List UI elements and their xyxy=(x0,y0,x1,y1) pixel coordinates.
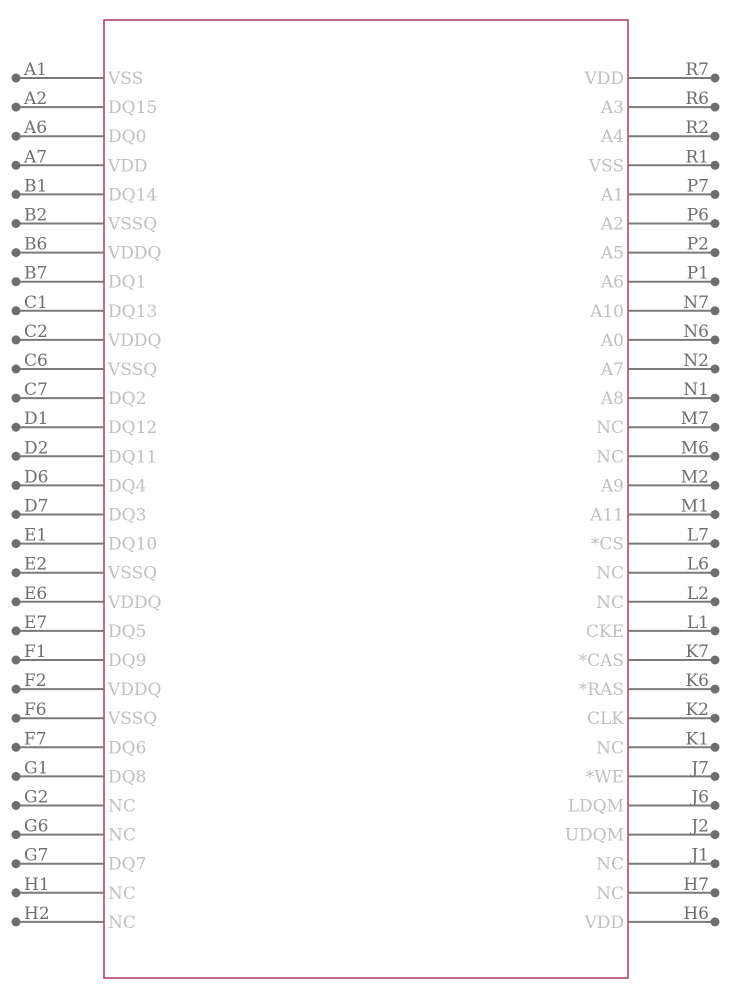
pin-connection-dot xyxy=(12,801,21,810)
pin-connection-dot xyxy=(12,277,21,286)
pin-name: A11 xyxy=(590,505,624,526)
pin-connection-dot xyxy=(12,335,21,344)
pin-connection-dot xyxy=(711,132,720,141)
pin-number: G2 xyxy=(24,787,49,808)
pin-connection-dot xyxy=(12,626,21,635)
pin-h2 xyxy=(12,904,136,933)
pin-name: NC xyxy=(596,883,624,904)
pin-number: A6 xyxy=(24,118,48,139)
pin-name: DQ7 xyxy=(108,854,147,875)
pin-n7 xyxy=(589,293,719,322)
pin-k6 xyxy=(579,671,720,700)
pin-number: D6 xyxy=(24,467,49,488)
pin-h6 xyxy=(583,904,719,933)
pin-name: DQ5 xyxy=(108,621,147,642)
pin-number: P2 xyxy=(686,234,709,255)
pin-c6 xyxy=(12,351,158,380)
pin-number: J6 xyxy=(691,787,709,808)
right-pin-group xyxy=(565,60,720,933)
pin-number: J2 xyxy=(691,816,709,837)
pin-name: NC xyxy=(596,738,624,759)
pin-e2 xyxy=(12,555,158,584)
pin-j7 xyxy=(586,758,720,787)
pin-name: NC xyxy=(596,592,624,613)
pin-connection-dot xyxy=(711,452,720,461)
pin-number: B2 xyxy=(24,205,48,226)
pin-number: R7 xyxy=(685,60,709,80)
pin-name: *CAS xyxy=(578,651,624,671)
pin-connection-dot xyxy=(711,277,720,286)
pin-name: A10 xyxy=(590,301,624,322)
pin-name: *WE xyxy=(585,767,624,788)
pin-n6 xyxy=(600,322,720,351)
pin-number: M2 xyxy=(680,467,709,488)
pin-name: UDQM xyxy=(564,825,624,846)
pin-b6 xyxy=(12,235,162,264)
pin-number: H2 xyxy=(24,903,50,924)
pin-number: C1 xyxy=(24,292,48,313)
pin-number: D2 xyxy=(24,438,49,459)
pin-j2 xyxy=(565,817,720,846)
pin-connection-dot xyxy=(711,888,720,897)
pin-a7 xyxy=(12,147,148,176)
pin-name: VDD xyxy=(108,156,148,177)
pin-connection-dot xyxy=(12,190,21,199)
pin-n1 xyxy=(600,380,720,409)
pin-connection-dot xyxy=(711,917,720,926)
pin-connection-dot xyxy=(711,772,720,781)
pin-connection-dot xyxy=(711,859,720,868)
pin-g7 xyxy=(12,846,147,875)
pin-a6 xyxy=(12,118,147,147)
pin-number: N2 xyxy=(683,351,709,371)
pin-name: DQ6 xyxy=(108,738,147,759)
pin-number: J1 xyxy=(691,845,709,866)
pin-e1 xyxy=(12,526,158,555)
pin-number: E7 xyxy=(24,612,48,633)
pin-connection-dot xyxy=(12,452,21,461)
pin-name: DQ10 xyxy=(108,534,158,555)
pin-connection-dot xyxy=(711,510,720,519)
pin-number: D7 xyxy=(24,496,49,517)
pin-connection-dot xyxy=(711,539,720,548)
pin-c1 xyxy=(12,293,158,322)
pin-number: L1 xyxy=(686,612,709,633)
pin-name: DQ13 xyxy=(108,301,158,322)
pin-k2 xyxy=(587,700,720,729)
pin-connection-dot xyxy=(12,772,21,781)
pin-name: DQ15 xyxy=(108,98,158,119)
pin-number: D1 xyxy=(24,409,49,430)
pin-number: B6 xyxy=(24,234,48,255)
pin-connection-dot xyxy=(12,597,21,606)
pin-connection-dot xyxy=(711,365,720,374)
pin-number: B1 xyxy=(24,176,48,197)
pin-p2 xyxy=(600,235,720,264)
pin-name: NC xyxy=(108,825,136,846)
pin-f7 xyxy=(12,729,147,758)
pin-name: VDDQ xyxy=(108,243,162,264)
pin-number: H1 xyxy=(24,874,50,895)
pin-name: VSS xyxy=(588,156,624,177)
pin-j6 xyxy=(568,788,720,817)
pin-name: *RAS xyxy=(578,680,624,701)
pin-connection-dot xyxy=(711,568,720,577)
pin-number: F7 xyxy=(24,729,47,750)
pin-name: VDDQ xyxy=(108,592,162,613)
pin-number: P7 xyxy=(686,176,709,197)
pin-connection-dot xyxy=(711,481,720,490)
pin-number: N7 xyxy=(683,292,709,313)
pin-connection-dot xyxy=(12,365,21,374)
pin-name: CLK xyxy=(587,709,624,730)
pin-m6 xyxy=(596,438,719,467)
pin-number: M1 xyxy=(680,496,709,517)
pin-name: A6 xyxy=(600,272,624,293)
pin-name: CKE xyxy=(585,621,624,642)
pin-name: NC xyxy=(108,912,136,933)
pin-connection-dot xyxy=(12,161,21,170)
pin-c2 xyxy=(12,322,162,351)
pin-number: P6 xyxy=(686,205,709,226)
pin-connection-dot xyxy=(711,656,720,665)
pin-number: G1 xyxy=(24,758,49,779)
pin-number: A1 xyxy=(24,60,48,80)
pin-name: VSSQ xyxy=(108,563,158,584)
pin-name: A3 xyxy=(600,98,624,119)
pin-g1 xyxy=(12,758,147,787)
pin-number: F1 xyxy=(24,642,47,662)
left-pin-group xyxy=(12,60,162,933)
pin-connection-dot xyxy=(711,743,720,752)
pin-d2 xyxy=(12,438,158,467)
pin-name: A7 xyxy=(600,360,624,380)
pin-name: VDDQ xyxy=(108,330,162,351)
pin-name: A0 xyxy=(600,330,624,351)
pin-connection-dot xyxy=(711,335,720,344)
pin-name: NC xyxy=(596,563,624,584)
pin-connection-dot xyxy=(12,132,21,141)
pin-name: DQ14 xyxy=(108,185,158,206)
pin-name: NC xyxy=(108,883,136,904)
pin-f2 xyxy=(12,671,162,700)
pin-k1 xyxy=(596,729,719,758)
pin-name: VSS xyxy=(108,69,144,89)
pin-connection-dot xyxy=(12,539,21,548)
pin-b2 xyxy=(12,206,158,235)
pin-name: A1 xyxy=(600,185,624,206)
pin-number: M6 xyxy=(680,438,709,459)
pin-r6 xyxy=(600,89,720,118)
component-body xyxy=(104,20,628,978)
pin-name: VDDQ xyxy=(108,680,162,701)
pin-connection-dot xyxy=(12,219,21,228)
pin-number: F2 xyxy=(24,671,47,692)
pin-connection-dot xyxy=(711,74,720,83)
pin-number: R2 xyxy=(685,118,709,139)
pin-name: DQ3 xyxy=(108,505,147,526)
pin-name: DQ1 xyxy=(108,272,147,293)
pin-p1 xyxy=(600,264,720,293)
pin-e6 xyxy=(12,584,162,613)
pin-r1 xyxy=(588,147,720,176)
pin-h7 xyxy=(596,875,719,904)
pin-number: K1 xyxy=(685,729,709,750)
pin-name: A2 xyxy=(600,214,624,235)
pin-name: NC xyxy=(596,447,624,468)
pin-name: NC xyxy=(108,796,136,817)
pin-connection-dot xyxy=(711,103,720,112)
pin-connection-dot xyxy=(12,714,21,723)
pin-name: VSSQ xyxy=(108,360,158,380)
pin-connection-dot xyxy=(12,830,21,839)
pin-connection-dot xyxy=(12,917,21,926)
pin-h1 xyxy=(12,875,136,904)
pin-number: L2 xyxy=(686,583,709,604)
pin-connection-dot xyxy=(12,656,21,665)
pin-connection-dot xyxy=(12,859,21,868)
pin-name: *CS xyxy=(590,534,624,555)
pin-number: G7 xyxy=(24,845,49,866)
pin-name: DQ2 xyxy=(108,389,147,410)
pin-name: DQ0 xyxy=(108,127,147,148)
pin-number: N1 xyxy=(683,380,709,401)
pin-number: K2 xyxy=(685,700,709,721)
pin-n2 xyxy=(600,351,720,380)
pin-connection-dot xyxy=(711,248,720,257)
pin-number: E1 xyxy=(24,525,48,546)
pin-g6 xyxy=(12,817,136,846)
pin-connection-dot xyxy=(12,248,21,257)
pin-number: K6 xyxy=(685,671,709,692)
pin-name: DQ4 xyxy=(108,476,147,497)
pin-number: A7 xyxy=(24,147,48,168)
pin-number: M7 xyxy=(680,409,709,430)
pin-g2 xyxy=(12,788,136,817)
pin-number: C2 xyxy=(24,321,48,342)
pin-name: NC xyxy=(596,418,624,439)
pin-connection-dot xyxy=(711,597,720,606)
pin-number: P1 xyxy=(686,263,709,284)
pin-name: VSSQ xyxy=(108,709,158,730)
pin-connection-dot xyxy=(711,801,720,810)
pin-connection-dot xyxy=(711,830,720,839)
pin-number: L6 xyxy=(686,554,709,575)
pin-name: VDD xyxy=(584,912,624,933)
pin-name: DQ12 xyxy=(108,418,158,439)
pin-connection-dot xyxy=(12,888,21,897)
pin-e7 xyxy=(12,613,147,642)
pin-r7 xyxy=(583,60,719,89)
pin-number: E2 xyxy=(24,554,48,575)
pin-name: A9 xyxy=(600,476,624,497)
pin-connection-dot xyxy=(12,510,21,519)
pin-name: DQ8 xyxy=(108,767,147,788)
pin-connection-dot xyxy=(12,306,21,315)
pin-connection-dot xyxy=(711,394,720,403)
pin-l7 xyxy=(591,526,720,555)
pin-number: C7 xyxy=(24,380,48,401)
pin-f6 xyxy=(12,700,158,729)
pin-number: R6 xyxy=(685,89,709,110)
pin-number: C6 xyxy=(24,351,48,371)
pin-a1 xyxy=(12,60,144,89)
pin-b7 xyxy=(12,264,147,293)
pin-connection-dot xyxy=(711,219,720,228)
pin-r2 xyxy=(600,118,720,147)
pin-number: A2 xyxy=(24,89,48,110)
pin-name: DQ9 xyxy=(108,651,147,671)
pin-connection-dot xyxy=(711,423,720,432)
pin-connection-dot xyxy=(12,423,21,432)
pin-d1 xyxy=(12,409,158,438)
pin-d6 xyxy=(12,467,147,496)
pin-connection-dot xyxy=(12,394,21,403)
pin-f1 xyxy=(12,642,147,671)
pin-m2 xyxy=(600,467,720,496)
pin-m1 xyxy=(589,497,719,526)
pin-connection-dot xyxy=(12,743,21,752)
pin-m7 xyxy=(596,409,719,438)
pin-number: E6 xyxy=(24,583,48,604)
pin-name: A8 xyxy=(600,389,624,410)
pin-connection-dot xyxy=(12,103,21,112)
pin-connection-dot xyxy=(12,74,21,83)
pin-l2 xyxy=(596,584,719,613)
pin-number: L7 xyxy=(686,525,709,546)
pin-number: F6 xyxy=(24,700,47,721)
pin-connection-dot xyxy=(12,568,21,577)
pin-connection-dot xyxy=(711,714,720,723)
pin-number: G6 xyxy=(24,816,49,837)
pin-connection-dot xyxy=(711,306,720,315)
pin-number: K7 xyxy=(685,642,709,662)
pin-connection-dot xyxy=(711,626,720,635)
pin-connection-dot xyxy=(711,190,720,199)
pin-number: R1 xyxy=(685,147,709,168)
pin-number: H6 xyxy=(683,903,709,924)
pin-connection-dot xyxy=(12,481,21,490)
pin-number: H7 xyxy=(683,874,709,895)
pin-d7 xyxy=(12,497,147,526)
pin-k7 xyxy=(579,642,720,671)
pin-name: VSSQ xyxy=(108,214,158,235)
pin-number: J7 xyxy=(691,758,709,779)
pin-number: B7 xyxy=(24,263,48,284)
pin-p7 xyxy=(600,176,720,205)
pin-name: VDD xyxy=(584,69,624,89)
pin-name: LDQM xyxy=(567,796,624,817)
pin-connection-dot xyxy=(12,685,21,694)
pin-connection-dot xyxy=(711,161,720,170)
pin-a2 xyxy=(12,89,158,118)
pin-b1 xyxy=(12,176,158,205)
pin-p6 xyxy=(600,206,720,235)
pin-name: A4 xyxy=(600,127,624,148)
pin-l6 xyxy=(596,555,719,584)
pin-connection-dot xyxy=(711,685,720,694)
pin-name: DQ11 xyxy=(108,447,158,468)
pin-l1 xyxy=(586,613,720,642)
pin-c7 xyxy=(12,380,147,409)
pin-name: NC xyxy=(596,854,624,875)
pin-name: A5 xyxy=(600,243,624,264)
pin-j1 xyxy=(596,846,719,875)
pin-number: N6 xyxy=(683,321,709,342)
